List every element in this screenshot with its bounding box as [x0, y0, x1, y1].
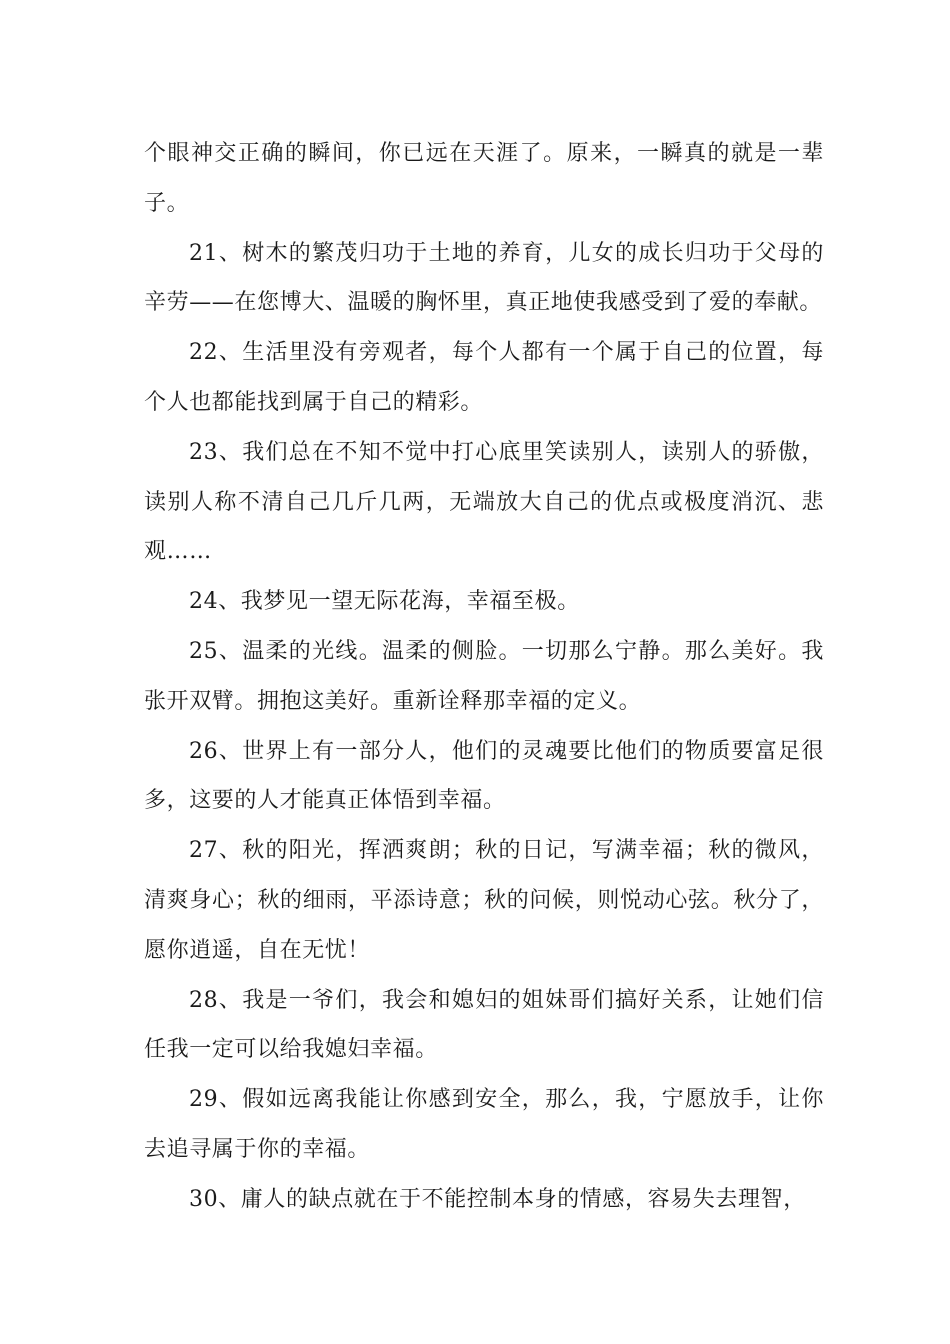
paragraph-28: 28、我是一爷们，我会和媳妇的姐妹哥们搞好关系，让她们信任我一定可以给我媳妇幸福。 [144, 987, 824, 1063]
paragraph-continuation: 个眼神交正确的瞬间，你已远在天涯了。原来，一瞬真的就是一辈子。 [144, 141, 824, 216]
paragraph-25: 25、温柔的光线。温柔的侧脸。一切那么宁静。那么美好。我张开双臂。拥抱这美好。重新诠释那幸福的定义。 [144, 638, 824, 714]
paragraph-22: 22、生活里没有旁观者，每个人都有一个属于自己的位置，每个人也都能找到属于自己的精彩。 [144, 340, 824, 415]
paragraph-26: 26、世界上有一部分人，他们的灵魂要比他们的物质要富足很多，这要的人才能真正体悟到幸福。 [144, 738, 824, 814]
document-body [144, 129, 824, 1225]
paragraph-29: 29、假如远离我能让你感到安全，那么，我，宁愿放手，让你去追寻属于你的幸福。 [144, 1087, 824, 1162]
paragraph-23: 23、我们总在不知不觉中打心底里笑读别人，读别人的骄傲，读别人称不清自己几斤几两，无端放大自己的优点或极度消沉、悲观…… [144, 439, 824, 565]
paragraph-30: 30、庸人的缺点就在于不能控制本身的情感，容易失去理智， [189, 1186, 806, 1212]
paragraph-21: 21、树木的繁茂归功于土地的养育，儿女的成长归功于父母的辛劳——在您博大、温暖的胸怀里，真正地使我感受到了爱的奉献。 [144, 240, 824, 316]
paragraph-27: 27、秋的阳光，挥洒爽朗；秋的日记，写满幸福；秋的微风，清爽身心；秋的细雨，平添诗意；秋的问候，则悦动心弦。秋分了，愿你逍遥，自在无忧！ [144, 838, 824, 963]
paragraph-24: 24、我梦见一望无际花海，幸福至极。 [189, 589, 580, 615]
